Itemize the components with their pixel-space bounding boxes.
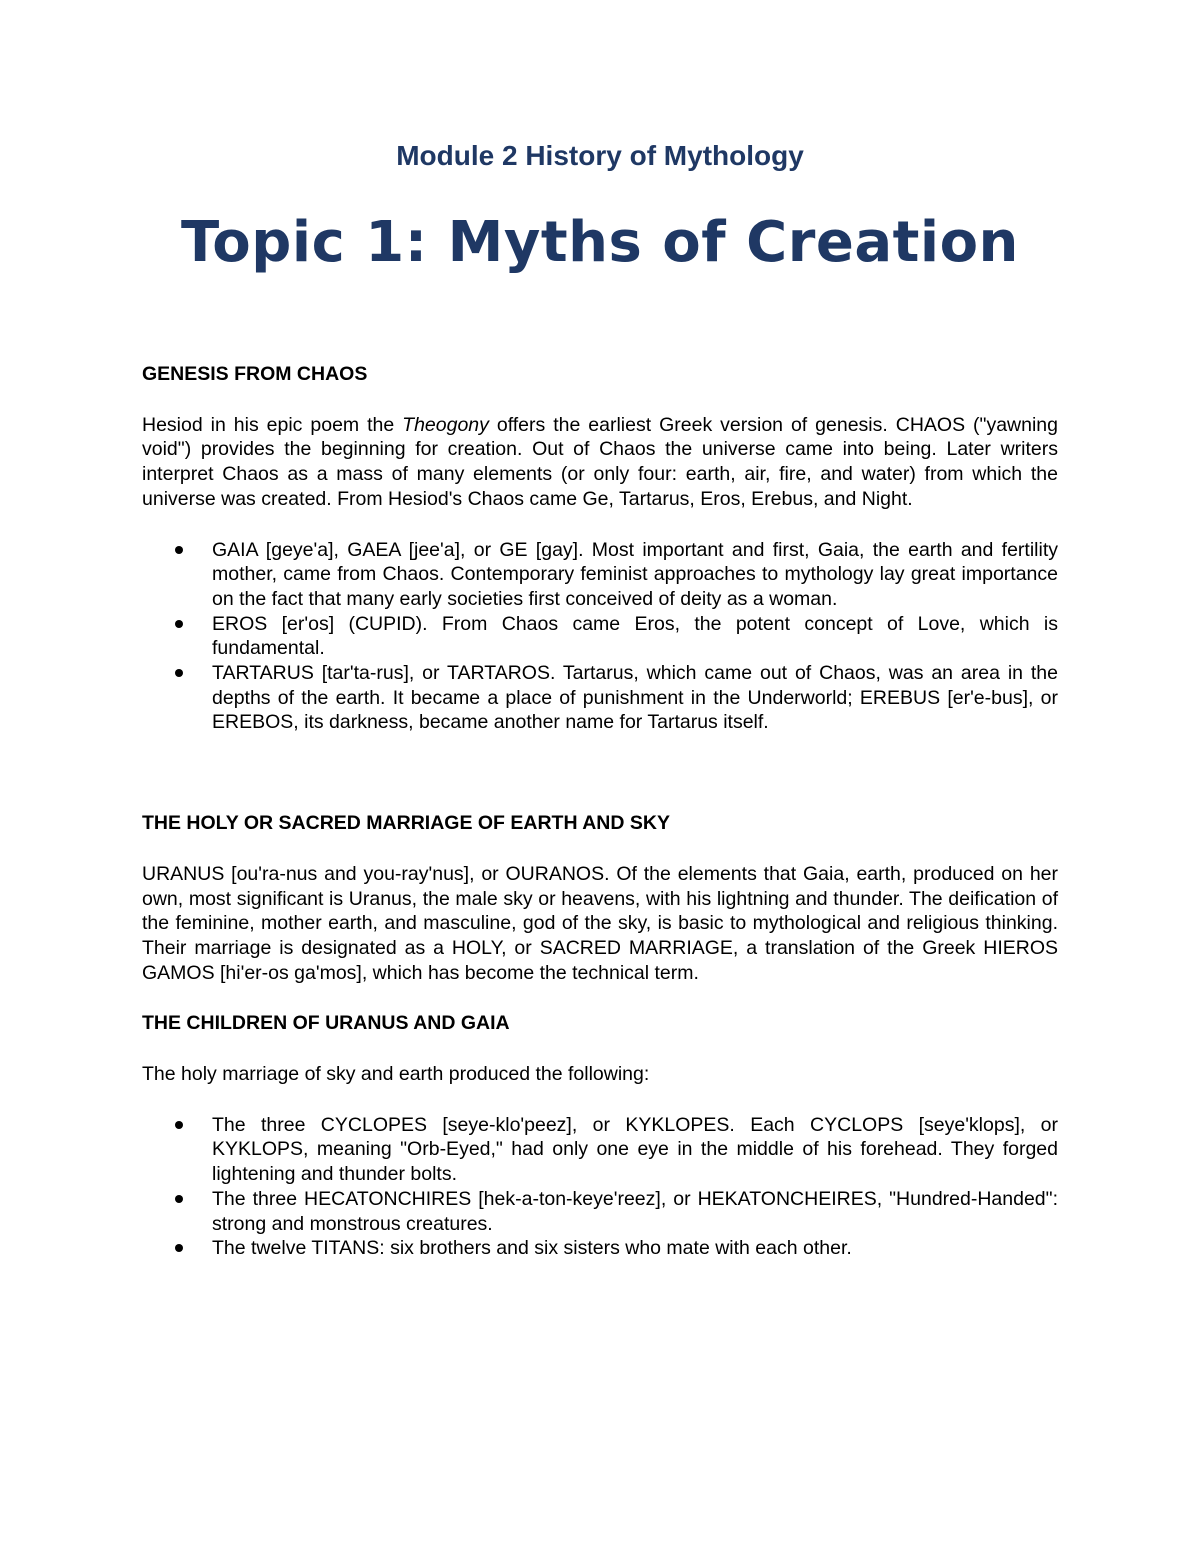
document-body [142, 362, 1058, 1261]
genesis-bullet-list [142, 538, 1058, 736]
bullet-icon [175, 620, 183, 628]
bullet-icon [175, 1244, 183, 1252]
section-heading-holy-marriage: THE HOLY OR SACRED MARRIAGE OF EARTH AND SKY [142, 812, 670, 835]
children-paragraph: The holy marriage of sky and earth produced the following: [142, 1063, 650, 1086]
list-item [142, 1187, 1058, 1236]
genesis-text-2: offers the earliest Greek version of genesis. CHAOS ("yawning void") provides the beginning for creation. Out of Chaos the universe came into being. Later writers interpret Chaos as a mass of many elements (or only four: earth, air, fire, and water) from which the universe was created. From Hesiod's Chaos came Ge, Tartarus, Eros, Erebus, and Night. [142, 413, 1059, 510]
genesis-text-1: Hesiod in his epic poem the [142, 413, 403, 436]
section-heading-genesis: GENESIS FROM CHAOS [142, 363, 368, 385]
bullet-icon [175, 1121, 183, 1129]
list-item-text: TARTARUS [tar'ta-rus], or TARTAROS. Tartarus, which came out of Chaos, was an area in the depths of the earth. It became a place of punishment in the Underworld; EREBUS [er'e-bus], or EREBOS, its darkness, became another name for Tartarus itself. [212, 662, 1058, 734]
section-heading-children: THE CHILDREN OF URANUS AND GAIA [142, 1012, 510, 1035]
module-title: Module 2 History of Mythology [396, 140, 804, 171]
list-item-text: EROS [er'os] (CUPID). From Chaos came Eros, the potent concept of Love, which is fundamental. [212, 612, 1058, 660]
children-bullet-list [142, 1113, 1058, 1261]
theogony-title: Theogony [402, 413, 489, 436]
list-item [142, 661, 1058, 735]
holy-marriage-paragraph: URANUS [ou'ra-nus and you-ray'nus], or OURANOS. Of the elements that Gaia, earth, produced on her own, most significant is Uranus, the male sky or heavens, with his lightning and thunder. The deification of the feminine, mother earth, and masculine, god of the sky, is basic to mythological and religious thinking. Their marriage is designated as a HOLY, or SACRED MARRIAGE, a translation of the Greek HIEROS GAMOS [hi'er-os ga'mos], which has become the technical term. [142, 862, 1058, 984]
topic-title: Topic 1: Myths of Creation [181, 210, 1019, 275]
bullet-icon [175, 669, 183, 677]
list-item-text: The three CYCLOPES [seye-klo'peez], or KYKLOPES. Each CYCLOPS [seye'klops], or KYKLOPS, meaning "Orb-Eyed," had only one eye in the middle of his forehead. They forged lightening and thunder bolts. [212, 1113, 1058, 1186]
list-item-text: The three HECATONCHIRES [hek-a-ton-keye'reez], or HEKATONCHEIRES, "Hundred-Handed": strong and monstrous creatures. [212, 1187, 1058, 1235]
list-item-text: The twelve TITANS: six brothers and six sisters who mate with each other. [212, 1237, 852, 1260]
list-item-text: GAIA [geye'a], GAEA [jee'a], or GE [gay]. Most important and first, Gaia, the earth and fertility mother, came from Chaos. Contemporary feminist approaches to mythology lay great importance on the fact that many early societies first conceived of deity as a woman. [212, 538, 1058, 610]
bullet-icon [175, 546, 183, 554]
list-item [142, 1236, 1058, 1261]
list-item [142, 1113, 1058, 1187]
bullet-icon [175, 1195, 183, 1203]
list-item [142, 612, 1058, 661]
list-item [142, 538, 1058, 612]
genesis-paragraph [142, 413, 1058, 512]
